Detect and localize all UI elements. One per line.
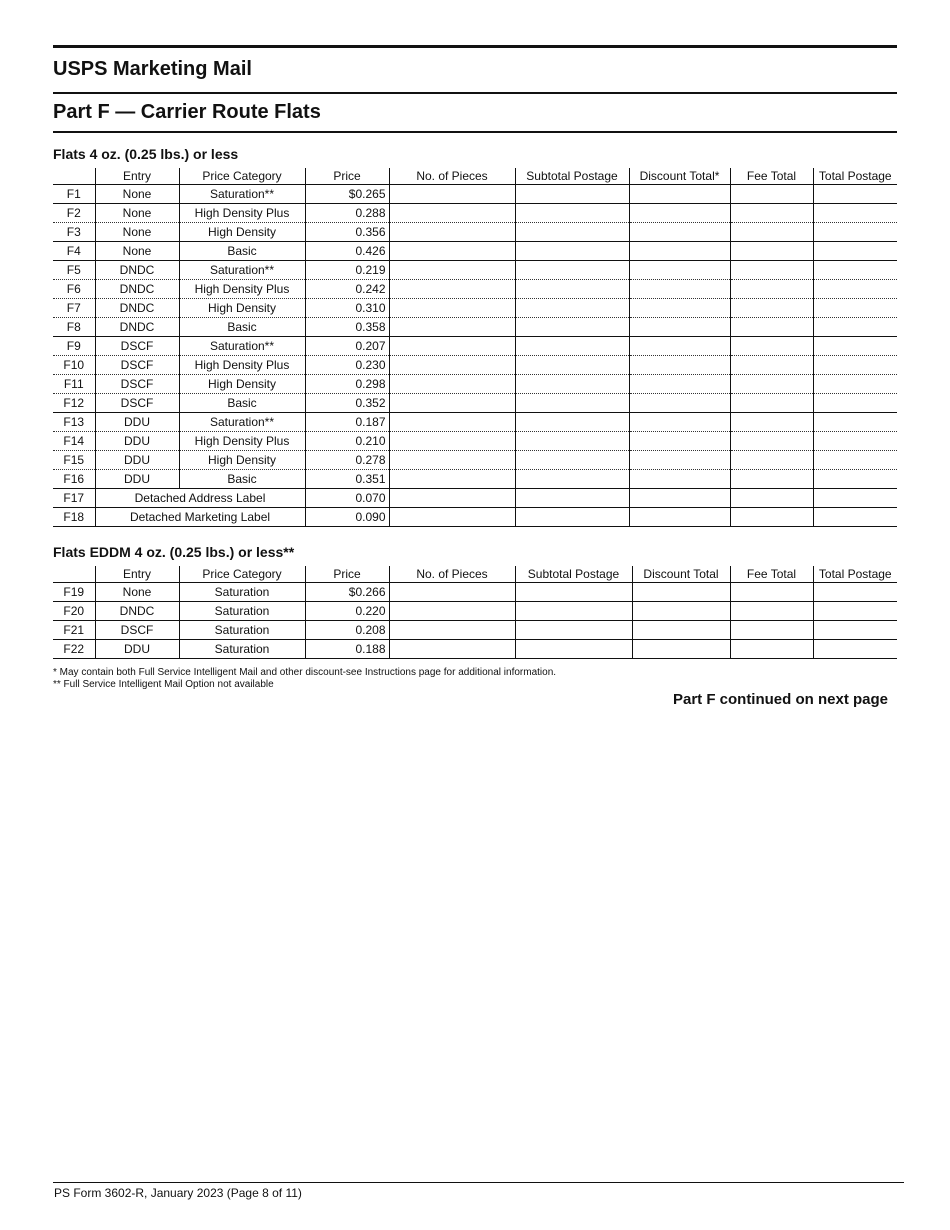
- price-category-cell: Saturation: [179, 621, 305, 640]
- subtotal-postage-input[interactable]: [515, 242, 629, 261]
- price-category-cell: Saturation**: [179, 261, 305, 280]
- price-category-cell: High Density: [179, 375, 305, 394]
- form-footer: PS Form 3602-R, January 2023 (Page 8 of 11): [54, 1186, 302, 1200]
- fee-total-input[interactable]: [730, 375, 813, 394]
- column-header: Price: [305, 168, 389, 185]
- fee-total-input[interactable]: [730, 356, 813, 375]
- table-row: [53, 242, 897, 261]
- price-category-cell: Saturation**: [179, 413, 305, 432]
- line-id: F16: [53, 470, 95, 489]
- pieces-input[interactable]: [389, 621, 515, 640]
- column-header: Price Category: [179, 168, 305, 185]
- entry-cell: DDU: [95, 413, 179, 432]
- discount-total-input[interactable]: [629, 204, 730, 223]
- entry-cell: DDU: [95, 470, 179, 489]
- entry-cell: None: [95, 583, 179, 602]
- column-header: Fee Total: [730, 168, 813, 185]
- label-cell: Detached Address Label: [95, 489, 305, 508]
- line-id: F9: [53, 337, 95, 356]
- column-header: Total Postage: [813, 168, 897, 185]
- column-header: Discount Total*: [629, 168, 730, 185]
- subtotal-postage-input[interactable]: [515, 489, 629, 508]
- discount-total-input[interactable]: [629, 223, 730, 242]
- fee-total-input[interactable]: [730, 242, 813, 261]
- line-id: F8: [53, 318, 95, 337]
- pieces-input[interactable]: [389, 489, 515, 508]
- discount-total-input[interactable]: [629, 242, 730, 261]
- pieces-input[interactable]: [389, 640, 515, 659]
- table-row: [53, 413, 897, 432]
- column-header: [53, 566, 95, 583]
- subtotal-postage-input[interactable]: [515, 451, 629, 470]
- fee-total-input[interactable]: [730, 261, 813, 280]
- continued-note: Part F continued on next page: [672, 691, 888, 708]
- price-cell: 0.188: [305, 640, 389, 659]
- fee-total-input[interactable]: [730, 640, 813, 659]
- column-header: Entry: [95, 566, 179, 583]
- price-cell: 0.220: [305, 602, 389, 621]
- total-postage-input[interactable]: [813, 470, 897, 489]
- fee-total-input[interactable]: [730, 451, 813, 470]
- pieces-input[interactable]: [389, 337, 515, 356]
- entry-cell: DNDC: [95, 602, 179, 621]
- table-row: [53, 394, 897, 413]
- fee-total-input[interactable]: [730, 413, 813, 432]
- subtotal-postage-input[interactable]: [515, 640, 632, 659]
- discount-total-input[interactable]: [629, 261, 730, 280]
- price-category-cell: High Density Plus: [179, 204, 305, 223]
- subtotal-postage-input[interactable]: [515, 204, 629, 223]
- price-category-cell: Saturation**: [179, 185, 305, 204]
- pieces-input[interactable]: [389, 413, 515, 432]
- total-postage-input[interactable]: [813, 602, 897, 621]
- fee-total-input[interactable]: [730, 337, 813, 356]
- pieces-input[interactable]: [389, 508, 515, 527]
- discount-total-input[interactable]: [629, 337, 730, 356]
- total-postage-input[interactable]: [813, 242, 897, 261]
- price-cell: 0.358: [305, 318, 389, 337]
- table-row: [53, 640, 897, 659]
- discount-total-input[interactable]: [629, 470, 730, 489]
- price-cell: 0.356: [305, 223, 389, 242]
- total-postage-input[interactable]: [813, 356, 897, 375]
- price-cell: $0.266: [305, 583, 389, 602]
- line-id: F12: [53, 394, 95, 413]
- price-category-cell: Basic: [179, 394, 305, 413]
- price-category-cell: Saturation: [179, 640, 305, 659]
- fee-total-input[interactable]: [730, 280, 813, 299]
- total-postage-input[interactable]: [813, 432, 897, 451]
- fee-total-input[interactable]: [730, 318, 813, 337]
- total-postage-input[interactable]: [813, 280, 897, 299]
- table-row: [53, 318, 897, 337]
- footnote-1: * May contain both Full Service Intelligent Mail and other discount-see Instructions page for additional information.: [53, 667, 557, 678]
- line-id: F13: [53, 413, 95, 432]
- line-id: F22: [53, 640, 95, 659]
- table-row: [53, 508, 897, 527]
- fee-total-input[interactable]: [730, 508, 813, 527]
- price-cell: 0.230: [305, 356, 389, 375]
- discount-total-input[interactable]: [632, 640, 730, 659]
- price-cell: 0.242: [305, 280, 389, 299]
- line-id: F1: [53, 185, 95, 204]
- fee-total-input[interactable]: [730, 470, 813, 489]
- price-category-cell: Basic: [179, 242, 305, 261]
- page-title: USPS Marketing Mail: [53, 58, 252, 80]
- table-row: [53, 375, 897, 394]
- table-row: [53, 299, 897, 318]
- pieces-input[interactable]: [389, 280, 515, 299]
- subtotal-postage-input[interactable]: [515, 299, 629, 318]
- subtotal-postage-input[interactable]: [515, 470, 629, 489]
- column-header: Subtotal Postage: [515, 168, 629, 185]
- fee-total-input[interactable]: [730, 204, 813, 223]
- price-category-cell: Saturation: [179, 583, 305, 602]
- pieces-input[interactable]: [389, 602, 515, 621]
- entry-cell: DDU: [95, 640, 179, 659]
- pieces-input[interactable]: [389, 356, 515, 375]
- price-category-cell: High Density Plus: [179, 432, 305, 451]
- table-row: [53, 204, 897, 223]
- price-cell: 0.219: [305, 261, 389, 280]
- price-category-cell: High Density Plus: [179, 280, 305, 299]
- subtotal-postage-input[interactable]: [515, 394, 629, 413]
- pieces-input[interactable]: [389, 432, 515, 451]
- line-id: F19: [53, 583, 95, 602]
- column-header: No. of Pieces: [389, 168, 515, 185]
- pieces-input[interactable]: [389, 204, 515, 223]
- line-id: F21: [53, 621, 95, 640]
- fee-total-input[interactable]: [730, 621, 813, 640]
- subtotal-postage-input[interactable]: [515, 337, 629, 356]
- price-category-cell: Basic: [179, 318, 305, 337]
- pieces-input[interactable]: [389, 451, 515, 470]
- entry-cell: DDU: [95, 432, 179, 451]
- top-rule: [53, 45, 897, 48]
- column-header: Total Postage: [813, 566, 897, 583]
- flats-price-table: [53, 168, 897, 527]
- table-row: [53, 280, 897, 299]
- price-category-cell: Saturation**: [179, 337, 305, 356]
- price-category-cell: High Density Plus: [179, 356, 305, 375]
- discount-total-input[interactable]: [629, 318, 730, 337]
- price-cell: 0.288: [305, 204, 389, 223]
- price-cell: 0.090: [305, 508, 389, 527]
- total-postage-input[interactable]: [813, 223, 897, 242]
- line-id: F15: [53, 451, 95, 470]
- pieces-input[interactable]: [389, 223, 515, 242]
- title-divider: [53, 92, 897, 94]
- subtotal-postage-input[interactable]: [515, 318, 629, 337]
- subtotal-postage-input[interactable]: [515, 261, 629, 280]
- line-id: F4: [53, 242, 95, 261]
- part-divider: [53, 131, 897, 133]
- price-category-cell: High Density: [179, 223, 305, 242]
- pieces-input[interactable]: [389, 470, 515, 489]
- entry-cell: DNDC: [95, 299, 179, 318]
- discount-total-input[interactable]: [629, 280, 730, 299]
- column-header: No. of Pieces: [389, 566, 515, 583]
- line-id: F20: [53, 602, 95, 621]
- table-row: [53, 223, 897, 242]
- discount-total-input[interactable]: [629, 508, 730, 527]
- discount-total-input[interactable]: [629, 356, 730, 375]
- total-postage-input[interactable]: [813, 185, 897, 204]
- total-postage-input[interactable]: [813, 337, 897, 356]
- entry-cell: None: [95, 223, 179, 242]
- price-category-cell: Saturation: [179, 602, 305, 621]
- table-row: [53, 602, 897, 621]
- line-id: F2: [53, 204, 95, 223]
- discount-total-input[interactable]: [629, 413, 730, 432]
- line-id: F14: [53, 432, 95, 451]
- subtotal-postage-input[interactable]: [515, 223, 629, 242]
- fee-total-input[interactable]: [730, 394, 813, 413]
- table-row: [53, 451, 897, 470]
- entry-cell: None: [95, 242, 179, 261]
- discount-total-input[interactable]: [629, 489, 730, 508]
- line-id: F18: [53, 508, 95, 527]
- discount-total-input[interactable]: [629, 432, 730, 451]
- subtotal-postage-input[interactable]: [515, 508, 629, 527]
- line-id: F6: [53, 280, 95, 299]
- column-header: Price: [305, 566, 389, 583]
- discount-total-input[interactable]: [629, 451, 730, 470]
- price-cell: 0.310: [305, 299, 389, 318]
- price-cell: 0.208: [305, 621, 389, 640]
- price-cell: 0.426: [305, 242, 389, 261]
- table-row: [53, 621, 897, 640]
- fee-total-input[interactable]: [730, 489, 813, 508]
- section-flats-title: Flats 4 oz. (0.25 lbs.) or less: [53, 146, 239, 162]
- footer-rule: [53, 1182, 904, 1183]
- entry-cell: DSCF: [95, 337, 179, 356]
- subtotal-postage-input[interactable]: [515, 602, 632, 621]
- fee-total-input[interactable]: [730, 299, 813, 318]
- total-postage-input[interactable]: [813, 621, 897, 640]
- discount-total-input[interactable]: [629, 394, 730, 413]
- fee-total-input[interactable]: [730, 185, 813, 204]
- discount-total-input[interactable]: [629, 375, 730, 394]
- entry-cell: DSCF: [95, 394, 179, 413]
- discount-total-input[interactable]: [629, 299, 730, 318]
- column-header: Discount Total: [632, 566, 730, 583]
- pieces-input[interactable]: [389, 375, 515, 394]
- section-eddm-title: Flats EDDM 4 oz. (0.25 lbs.) or less**: [53, 544, 295, 560]
- total-postage-input[interactable]: [813, 375, 897, 394]
- subtotal-postage-input[interactable]: [515, 432, 629, 451]
- line-id: F3: [53, 223, 95, 242]
- total-postage-input[interactable]: [813, 413, 897, 432]
- price-cell: 0.210: [305, 432, 389, 451]
- table-row: [53, 356, 897, 375]
- table-row: [53, 432, 897, 451]
- column-header: [53, 168, 95, 185]
- entry-cell: DSCF: [95, 356, 179, 375]
- line-id: F5: [53, 261, 95, 280]
- price-cell: 0.351: [305, 470, 389, 489]
- entry-cell: DDU: [95, 451, 179, 470]
- price-category-cell: High Density: [179, 451, 305, 470]
- total-postage-input[interactable]: [813, 508, 897, 527]
- price-cell: 0.187: [305, 413, 389, 432]
- pieces-input[interactable]: [389, 261, 515, 280]
- subtotal-postage-input[interactable]: [515, 280, 629, 299]
- total-postage-input[interactable]: [813, 318, 897, 337]
- pieces-input[interactable]: [389, 394, 515, 413]
- table-row: [53, 470, 897, 489]
- entry-cell: DSCF: [95, 375, 179, 394]
- pieces-input[interactable]: [389, 299, 515, 318]
- subtotal-postage-input[interactable]: [515, 583, 632, 602]
- subtotal-postage-input[interactable]: [515, 413, 629, 432]
- fee-total-input[interactable]: [730, 583, 813, 602]
- column-header: Subtotal Postage: [515, 566, 632, 583]
- entry-cell: None: [95, 204, 179, 223]
- discount-total-input[interactable]: [629, 185, 730, 204]
- price-cell: 0.278: [305, 451, 389, 470]
- price-cell: $0.265: [305, 185, 389, 204]
- total-postage-input[interactable]: [813, 204, 897, 223]
- line-id: F11: [53, 375, 95, 394]
- line-id: F7: [53, 299, 95, 318]
- entry-cell: None: [95, 185, 179, 204]
- footnote-2: ** Full Service Intelligent Mail Option not available: [53, 679, 274, 690]
- fee-total-input[interactable]: [730, 432, 813, 451]
- entry-cell: DNDC: [95, 280, 179, 299]
- column-header: Fee Total: [730, 566, 813, 583]
- eddm-price-table: [53, 566, 897, 659]
- table-row: [53, 489, 897, 508]
- total-postage-input[interactable]: [813, 261, 897, 280]
- fee-total-input[interactable]: [730, 602, 813, 621]
- total-postage-input[interactable]: [813, 394, 897, 413]
- pieces-input[interactable]: [389, 583, 515, 602]
- label-cell: Detached Marketing Label: [95, 508, 305, 527]
- total-postage-input[interactable]: [813, 583, 897, 602]
- column-header: Price Category: [179, 566, 305, 583]
- entry-cell: DSCF: [95, 621, 179, 640]
- table-row: [53, 583, 897, 602]
- pieces-input[interactable]: [389, 185, 515, 204]
- line-id: F17: [53, 489, 95, 508]
- price-category-cell: High Density: [179, 299, 305, 318]
- table-row: [53, 261, 897, 280]
- subtotal-postage-input[interactable]: [515, 621, 632, 640]
- price-category-cell: Basic: [179, 470, 305, 489]
- subtotal-postage-input[interactable]: [515, 356, 629, 375]
- total-postage-input[interactable]: [813, 451, 897, 470]
- price-cell: 0.207: [305, 337, 389, 356]
- line-id: F10: [53, 356, 95, 375]
- pieces-input[interactable]: [389, 318, 515, 337]
- total-postage-input[interactable]: [813, 299, 897, 318]
- price-cell: 0.070: [305, 489, 389, 508]
- table-row: [53, 337, 897, 356]
- subtotal-postage-input[interactable]: [515, 375, 629, 394]
- pieces-input[interactable]: [389, 242, 515, 261]
- total-postage-input[interactable]: [813, 489, 897, 508]
- table-row: [53, 185, 897, 204]
- part-title: Part F — Carrier Route Flats: [53, 101, 321, 123]
- footnotes: [53, 667, 556, 691]
- total-postage-input[interactable]: [813, 640, 897, 659]
- fee-total-input[interactable]: [730, 223, 813, 242]
- entry-cell: DNDC: [95, 261, 179, 280]
- price-cell: 0.352: [305, 394, 389, 413]
- discount-total-input[interactable]: [632, 583, 730, 602]
- discount-total-input[interactable]: [632, 621, 730, 640]
- column-header: Entry: [95, 168, 179, 185]
- entry-cell: DNDC: [95, 318, 179, 337]
- subtotal-postage-input[interactable]: [515, 185, 629, 204]
- discount-total-input[interactable]: [632, 602, 730, 621]
- price-cell: 0.298: [305, 375, 389, 394]
